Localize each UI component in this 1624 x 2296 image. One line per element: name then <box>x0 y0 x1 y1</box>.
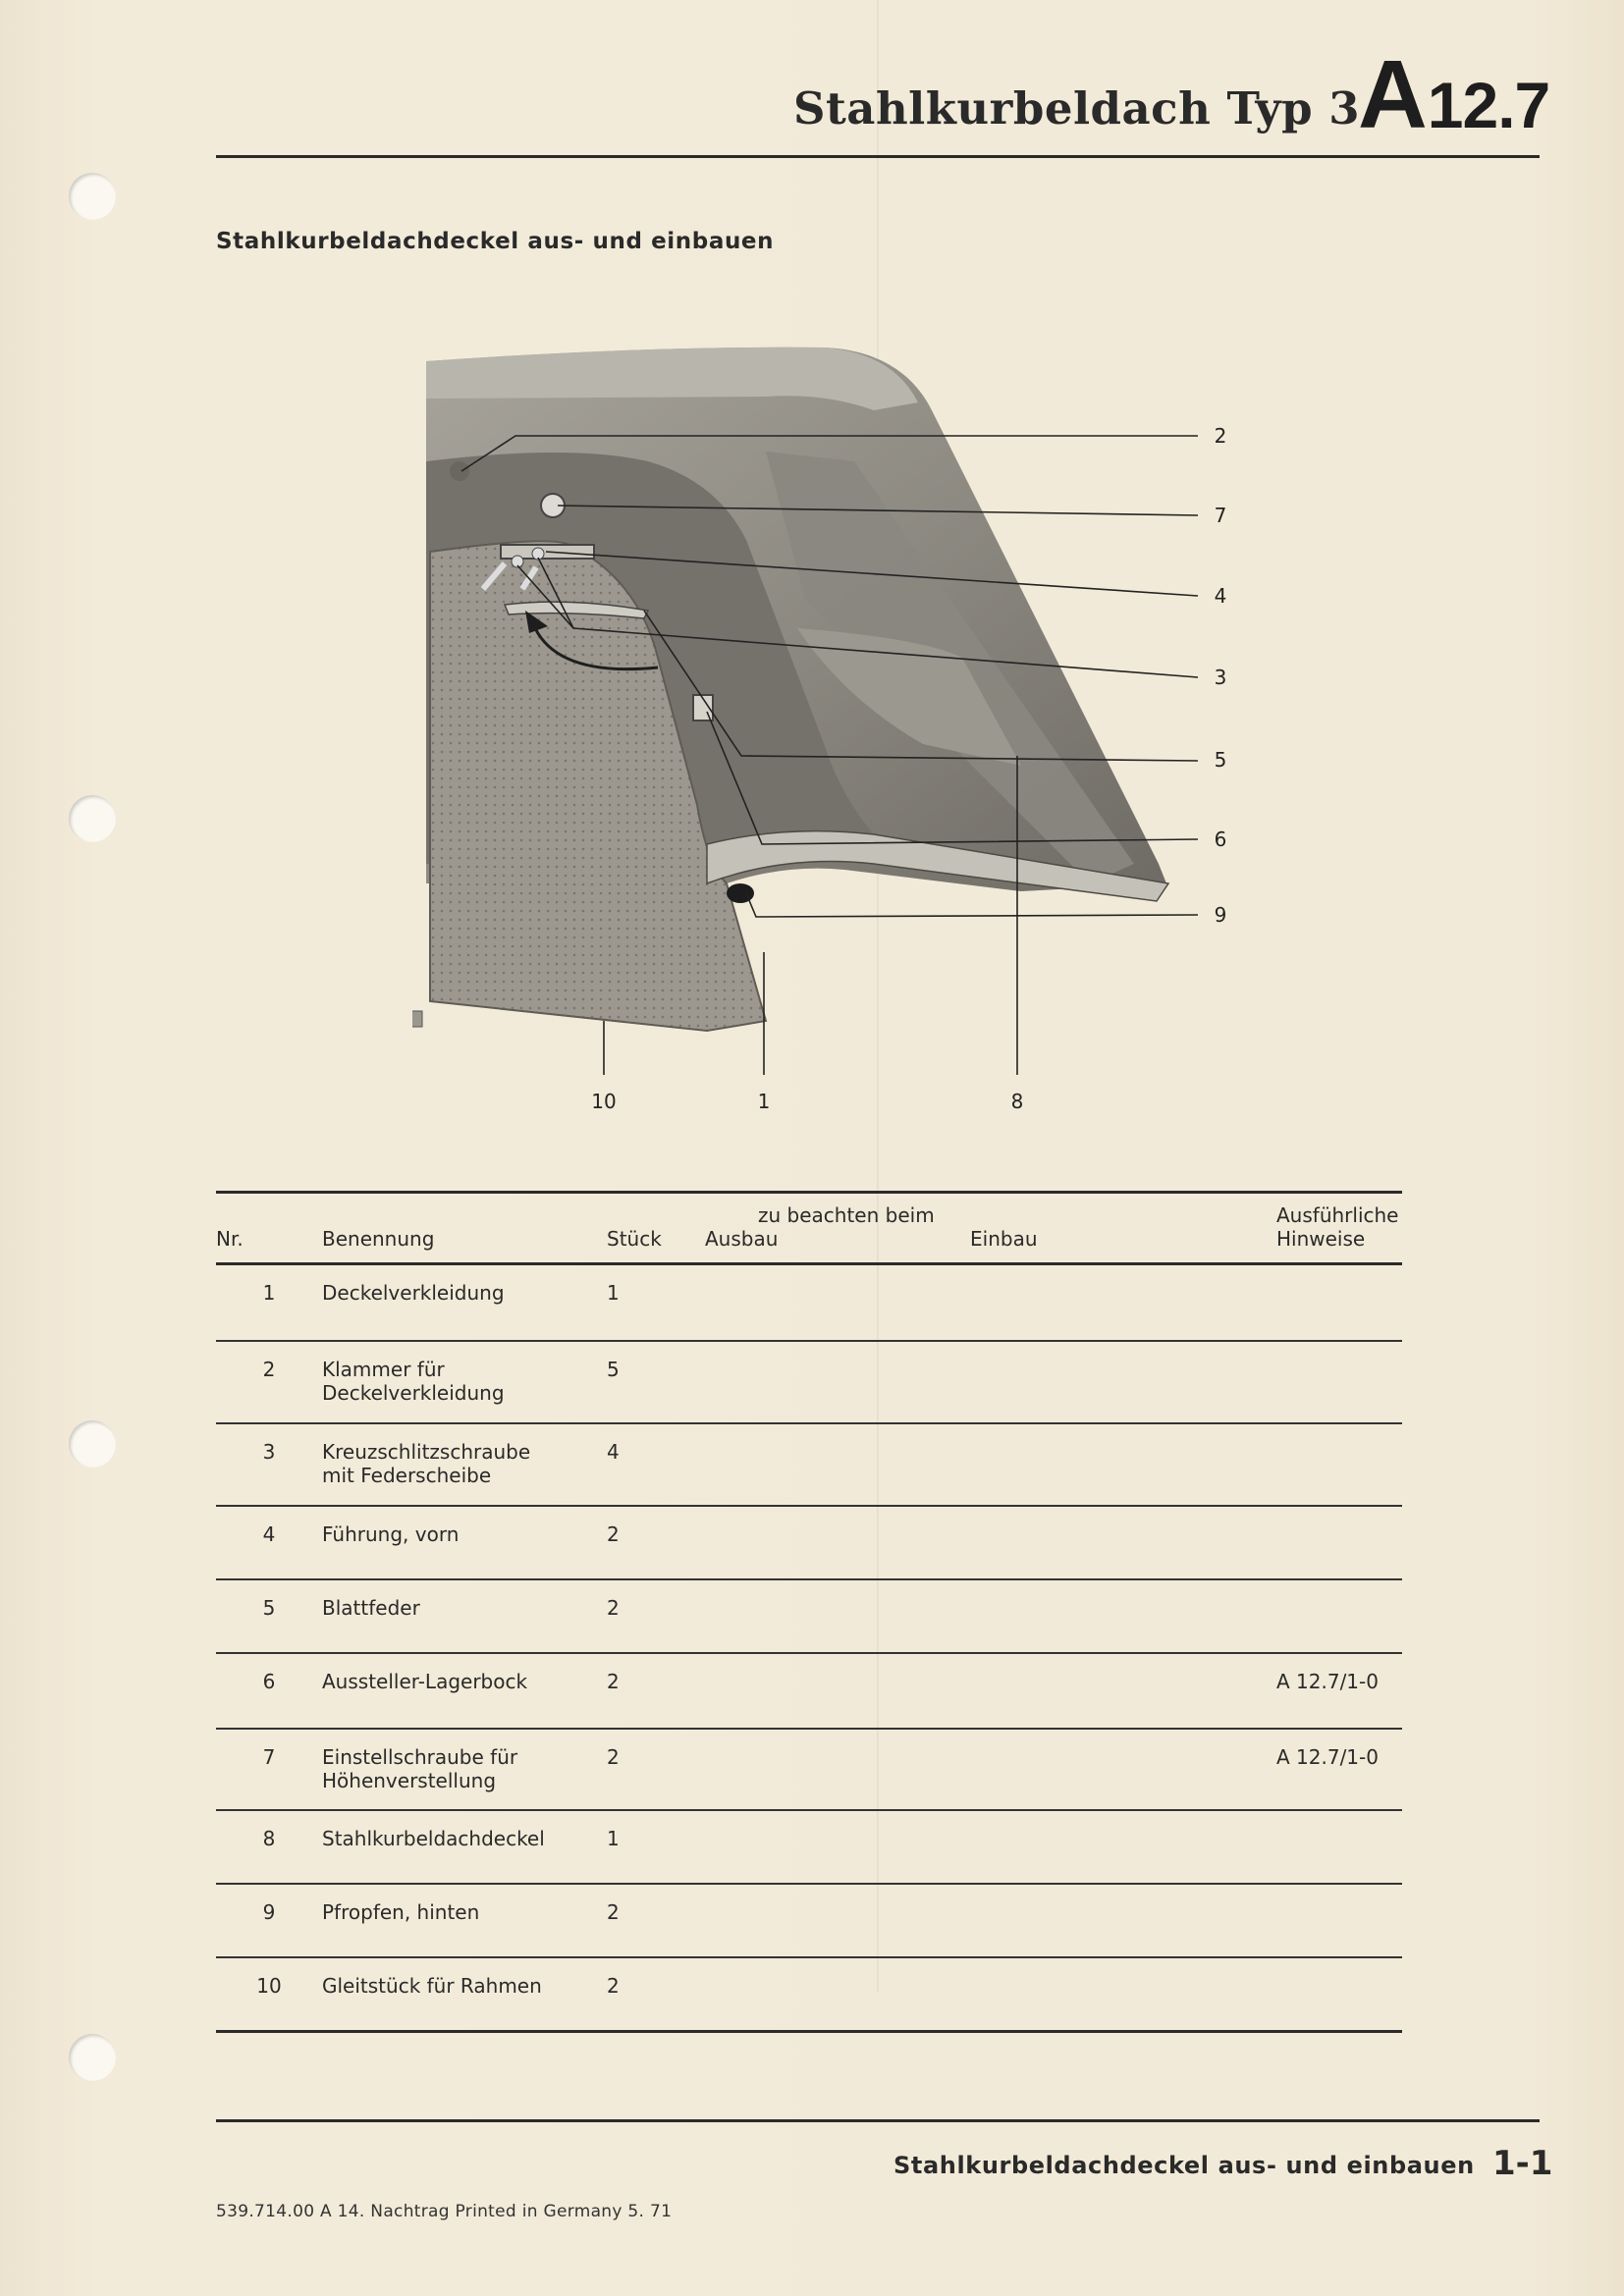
cell-nr: 10 <box>216 1957 322 2032</box>
table-header-row <box>216 1193 1402 1264</box>
cell-einbau <box>970 1729 1276 1810</box>
punch-hole <box>69 1420 116 1468</box>
cell-benennung <box>322 1423 607 1506</box>
cell-einbau <box>970 1884 1276 1957</box>
table-row <box>216 1729 1402 1810</box>
header-hinweise-line-1: Ausführliche <box>1276 1203 1399 1227</box>
table-row <box>216 1653 1402 1729</box>
page-number: 1-1 <box>1492 2144 1553 2183</box>
callout-2: 2 <box>1214 424 1227 448</box>
cell-stueck: 2 <box>607 1957 705 2032</box>
cell-hinweise <box>1276 1423 1402 1506</box>
cell-benennung-line-1: Führung, vorn <box>322 1522 460 1546</box>
callout-6: 6 <box>1214 828 1227 851</box>
cell-stueck: 2 <box>607 1653 705 1729</box>
section-code <box>1358 39 1549 150</box>
cell-ausbau <box>705 1341 970 1423</box>
header-benennung: Benennung <box>322 1193 607 1264</box>
header-einbau <box>970 1193 1276 1264</box>
cell-hinweise: A 12.7/1-0 <box>1276 1653 1402 1729</box>
section-code-letter: A <box>1358 40 1428 148</box>
cell-benennung-line-1: Einstellschraube für <box>322 1744 518 1769</box>
callout-8: 8 <box>1010 1090 1024 1113</box>
cell-benennung-line-1: Pfropfen, hinten <box>322 1899 480 1924</box>
table-row <box>216 1884 1402 1957</box>
roof-lid-illustration <box>412 334 1237 1119</box>
cell-benennung <box>322 1810 607 1884</box>
cell-nr: 5 <box>216 1579 322 1653</box>
cell-stueck: 2 <box>607 1729 705 1810</box>
page-header-title: Stahlkurbeldach Typ 3 <box>793 82 1361 134</box>
cell-benennung <box>322 1506 607 1579</box>
cell-benennung-line-1: Stahlkurbeldachdeckel <box>322 1826 545 1850</box>
cell-einbau <box>970 1810 1276 1884</box>
cell-einbau <box>970 1264 1276 1341</box>
footer-title: Stahlkurbeldachdeckel aus- und einbauen <box>893 2152 1475 2179</box>
table-row <box>216 1506 1402 1579</box>
cell-benennung-line-2: mit Federscheibe <box>322 1463 492 1487</box>
callout-1: 1 <box>757 1090 771 1113</box>
cell-benennung <box>322 1957 607 2032</box>
cell-benennung <box>322 1341 607 1423</box>
cell-ausbau <box>705 1506 970 1579</box>
table-row <box>216 1957 1402 2032</box>
cell-benennung-line-1: Blattfeder <box>322 1595 420 1620</box>
cell-hinweise <box>1276 1341 1402 1423</box>
cell-hinweise <box>1276 1579 1402 1653</box>
roof-lid-drawing <box>412 334 1237 1119</box>
cell-ausbau <box>705 1729 970 1810</box>
table-row <box>216 1579 1402 1653</box>
cell-hinweise <box>1276 1506 1402 1579</box>
cell-benennung-line-2: Höhenverstellung <box>322 1768 497 1792</box>
cell-benennung <box>322 1579 607 1653</box>
cell-einbau <box>970 1423 1276 1506</box>
cell-einbau <box>970 1653 1276 1729</box>
section-code-number: 12.7 <box>1427 69 1550 141</box>
punch-hole <box>69 795 116 842</box>
cell-benennung <box>322 1884 607 1957</box>
cell-benennung <box>322 1264 607 1341</box>
callout-5: 5 <box>1214 748 1227 772</box>
cell-benennung-line-1: Deckelverkleidung <box>322 1281 505 1305</box>
cell-stueck: 2 <box>607 1579 705 1653</box>
cell-benennung-line-1: Aussteller-Lagerbock <box>322 1669 528 1693</box>
cell-hinweise <box>1276 1957 1402 2032</box>
table-row <box>216 1341 1402 1423</box>
cell-benennung <box>322 1653 607 1729</box>
callout-4: 4 <box>1214 584 1227 608</box>
cell-benennung-line-1: Gleitstück für Rahmen <box>322 1973 542 1998</box>
callout-7: 7 <box>1214 504 1227 527</box>
cell-nr: 8 <box>216 1810 322 1884</box>
cell-hinweise <box>1276 1264 1402 1341</box>
print-note: 539.714.00 A 14. Nachtrag Printed in Germany 5. 71 <box>216 2202 673 2221</box>
cell-einbau <box>970 1957 1276 2032</box>
header-hinweise-line-2: Hinweise <box>1276 1227 1366 1251</box>
cell-ausbau <box>705 1810 970 1884</box>
cell-nr: 7 <box>216 1729 322 1810</box>
cell-nr: 4 <box>216 1506 322 1579</box>
section-title: Stahlkurbeldachdeckel aus- und einbauen <box>216 229 775 254</box>
punch-hole <box>69 2034 116 2081</box>
table-row <box>216 1423 1402 1506</box>
cell-benennung-line-1: Kreuzschlitzschraube <box>322 1439 531 1464</box>
callout-9: 9 <box>1214 903 1227 927</box>
cell-nr: 3 <box>216 1423 322 1506</box>
cell-stueck: 1 <box>607 1810 705 1884</box>
header-stueck: Stück <box>607 1193 705 1264</box>
table-row <box>216 1810 1402 1884</box>
cell-hinweise <box>1276 1884 1402 1957</box>
parts-table <box>216 1191 1402 2033</box>
cell-stueck: 4 <box>607 1423 705 1506</box>
cell-ausbau <box>705 1884 970 1957</box>
header-group-label: zu beachten beim <box>758 1203 935 1227</box>
cell-ausbau <box>705 1264 970 1341</box>
footer-rule <box>216 2119 1540 2122</box>
cell-ausbau <box>705 1957 970 2032</box>
cell-nr: 2 <box>216 1341 322 1423</box>
callout-10: 10 <box>591 1090 617 1113</box>
header-ausbau <box>705 1193 970 1264</box>
cell-einbau <box>970 1506 1276 1579</box>
cell-einbau <box>970 1341 1276 1423</box>
cell-benennung-line-2: Deckelverkleidung <box>322 1380 505 1405</box>
cell-hinweise: A 12.7/1-0 <box>1276 1729 1402 1810</box>
table-row <box>216 1264 1402 1341</box>
header-hinweise <box>1276 1193 1402 1264</box>
header-ausbau-label: Ausbau <box>705 1227 779 1251</box>
cell-einbau <box>970 1579 1276 1653</box>
cell-stueck: 2 <box>607 1506 705 1579</box>
callout-3: 3 <box>1214 666 1227 689</box>
header-rule <box>216 155 1540 158</box>
cell-ausbau <box>705 1579 970 1653</box>
header-einbau-label: Einbau <box>970 1227 1038 1251</box>
cell-hinweise <box>1276 1810 1402 1884</box>
cell-ausbau <box>705 1653 970 1729</box>
cell-nr: 9 <box>216 1884 322 1957</box>
cell-stueck: 5 <box>607 1341 705 1423</box>
cell-stueck: 2 <box>607 1884 705 1957</box>
header-nr: Nr. <box>216 1193 322 1264</box>
punch-hole <box>69 173 116 220</box>
cell-nr: 1 <box>216 1264 322 1341</box>
cell-stueck: 1 <box>607 1264 705 1341</box>
cell-benennung <box>322 1729 607 1810</box>
cell-nr: 6 <box>216 1653 322 1729</box>
cell-ausbau <box>705 1423 970 1506</box>
cell-benennung-line-1: Klammer für <box>322 1357 445 1381</box>
